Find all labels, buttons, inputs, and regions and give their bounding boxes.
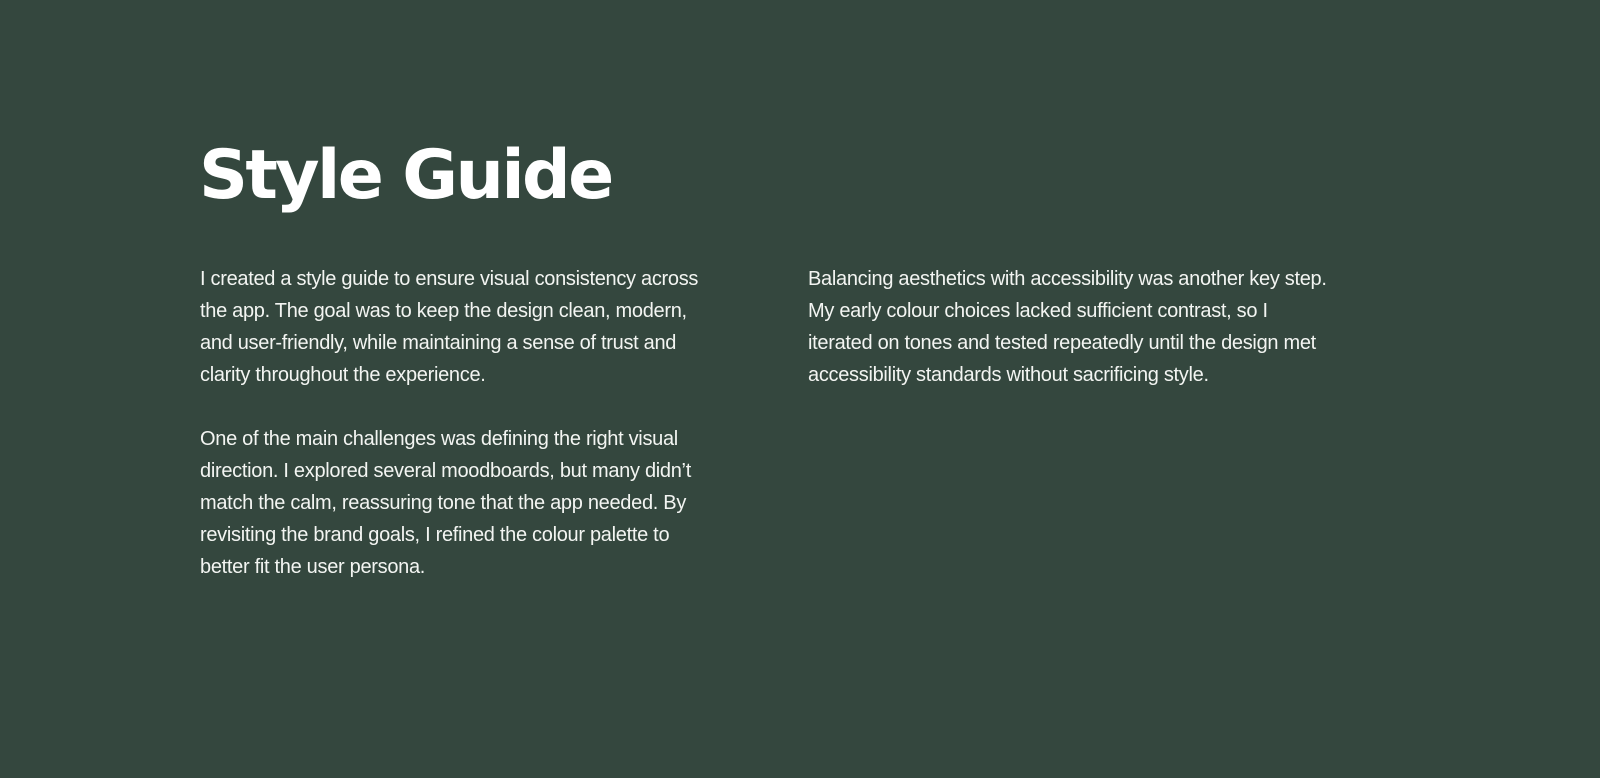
page-title: Style Guide xyxy=(199,136,612,215)
right-text-column xyxy=(808,263,1328,423)
body-paragraph: Balancing aesthetics with accessibility was another key step. My early colour choices lacked sufficient contrast, so I iterated on tones and tested repeatedly until the design met accessibility standards without sacrificing style. xyxy=(808,268,1327,386)
left-text-column xyxy=(200,263,705,615)
body-paragraph: I created a style guide to ensure visual consistency across the app. The goal was to keep the design clean, modern, and user-friendly, while maintaining a sense of trust and clarity throughout the experience. xyxy=(200,268,699,386)
body-paragraph: One of the main challenges was defining the right visual direction. I explored several moodboards, but many didn’t match the calm, reassuring tone that the app needed. By revisiting the brand goals, I refined the colour palette to better fit the user persona. xyxy=(200,428,691,578)
